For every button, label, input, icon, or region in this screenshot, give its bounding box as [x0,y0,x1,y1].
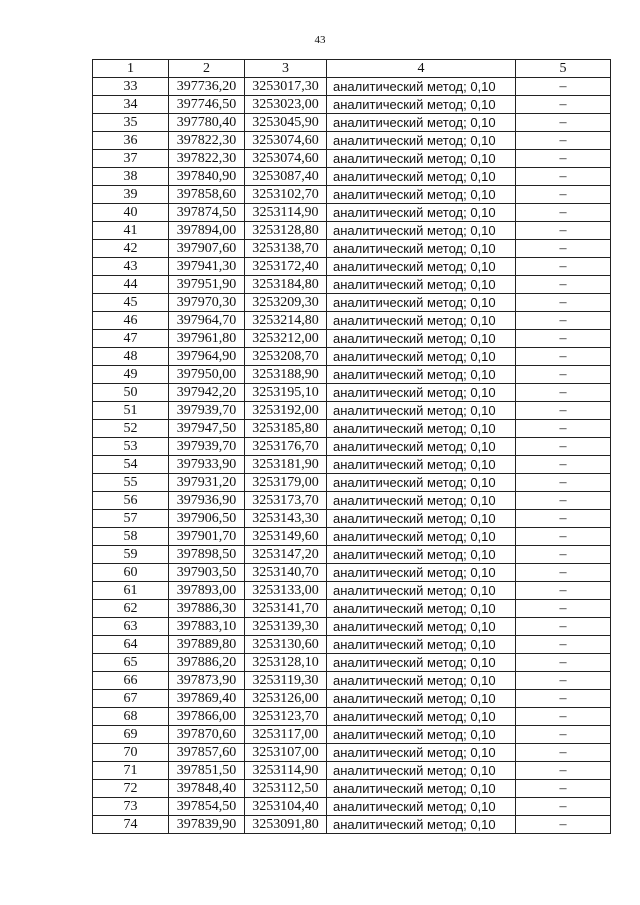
y-coordinate-cell: 3253130,60 [245,636,327,654]
description-cell: – [516,798,611,816]
method-accuracy-cell: аналитический метод; 0,10 [327,672,516,690]
point-number-cell: 63 [93,618,169,636]
description-cell: – [516,420,611,438]
y-coordinate-cell: 3253112,50 [245,780,327,798]
x-coordinate-cell: 397866,00 [169,708,245,726]
description-cell: – [516,78,611,96]
x-coordinate-cell: 397936,90 [169,492,245,510]
table-row [93,726,611,744]
coordinates-table [92,59,611,834]
method-accuracy-cell: аналитический метод; 0,10 [327,816,516,834]
method-accuracy-cell: аналитический метод; 0,10 [327,330,516,348]
description-cell: – [516,726,611,744]
x-coordinate-cell: 397964,90 [169,348,245,366]
x-coordinate-cell: 397964,70 [169,312,245,330]
method-accuracy-cell: аналитический метод; 0,10 [327,546,516,564]
description-cell: – [516,474,611,492]
description-cell: – [516,222,611,240]
method-accuracy-cell: аналитический метод; 0,10 [327,114,516,132]
method-accuracy-cell: аналитический метод; 0,10 [327,726,516,744]
description-cell: – [516,348,611,366]
description-cell: – [516,672,611,690]
x-coordinate-cell: 397886,30 [169,600,245,618]
point-number-cell: 58 [93,528,169,546]
description-cell: – [516,780,611,798]
description-cell: – [516,546,611,564]
point-number-cell: 70 [93,744,169,762]
x-coordinate-cell: 397874,50 [169,204,245,222]
y-coordinate-cell: 3253172,40 [245,258,327,276]
y-coordinate-cell: 3253126,00 [245,690,327,708]
y-coordinate-cell: 3253214,80 [245,312,327,330]
point-number-cell: 73 [93,798,169,816]
point-number-cell: 42 [93,240,169,258]
x-coordinate-cell: 397869,40 [169,690,245,708]
table-row [93,600,611,618]
method-accuracy-cell: аналитический метод; 0,10 [327,510,516,528]
method-accuracy-cell: аналитический метод; 0,10 [327,258,516,276]
point-number-cell: 53 [93,438,169,456]
x-coordinate-cell: 397746,50 [169,96,245,114]
point-number-cell: 50 [93,384,169,402]
y-coordinate-cell: 3253104,40 [245,798,327,816]
point-number-cell: 66 [93,672,169,690]
table-row [93,456,611,474]
table-row [93,654,611,672]
column-header-description: 5 [516,60,611,78]
table-row [93,132,611,150]
table-body [93,78,611,834]
table-row [93,708,611,726]
point-number-cell: 59 [93,546,169,564]
description-cell: – [516,762,611,780]
method-accuracy-cell: аналитический метод; 0,10 [327,744,516,762]
table-row [93,312,611,330]
y-coordinate-cell: 3253133,00 [245,582,327,600]
description-cell: – [516,708,611,726]
y-coordinate-cell: 3253188,90 [245,366,327,384]
point-number-cell: 34 [93,96,169,114]
table-row [93,240,611,258]
table-row [93,492,611,510]
y-coordinate-cell: 3253087,40 [245,168,327,186]
x-coordinate-cell: 397886,20 [169,654,245,672]
y-coordinate-cell: 3253209,30 [245,294,327,312]
description-cell: – [516,636,611,654]
y-coordinate-cell: 3253149,60 [245,528,327,546]
y-coordinate-cell: 3253195,10 [245,384,327,402]
table-row [93,546,611,564]
x-coordinate-cell: 397839,90 [169,816,245,834]
x-coordinate-cell: 397873,90 [169,672,245,690]
y-coordinate-cell: 3253192,00 [245,402,327,420]
point-number-cell: 37 [93,150,169,168]
description-cell: – [516,114,611,132]
x-coordinate-cell: 397870,60 [169,726,245,744]
description-cell: – [516,456,611,474]
table-row [93,150,611,168]
column-header-point-number: 1 [93,60,169,78]
table-row [93,438,611,456]
y-coordinate-cell: 3253179,00 [245,474,327,492]
method-accuracy-cell: аналитический метод; 0,10 [327,168,516,186]
x-coordinate-cell: 397903,50 [169,564,245,582]
description-cell: – [516,150,611,168]
y-coordinate-cell: 3253074,60 [245,132,327,150]
description-cell: – [516,528,611,546]
description-cell: – [516,168,611,186]
table-row [93,348,611,366]
y-coordinate-cell: 3253147,20 [245,546,327,564]
x-coordinate-cell: 397939,70 [169,402,245,420]
method-accuracy-cell: аналитический метод; 0,10 [327,492,516,510]
x-coordinate-cell: 397851,50 [169,762,245,780]
table-row [93,474,611,492]
x-coordinate-cell: 397858,60 [169,186,245,204]
table-row [93,384,611,402]
method-accuracy-cell: аналитический метод; 0,10 [327,78,516,96]
table-row [93,780,611,798]
column-header-x-coordinate: 2 [169,60,245,78]
y-coordinate-cell: 3253181,90 [245,456,327,474]
table-row [93,168,611,186]
table-row [93,78,611,96]
method-accuracy-cell: аналитический метод; 0,10 [327,96,516,114]
description-cell: – [516,510,611,528]
y-coordinate-cell: 3253143,30 [245,510,327,528]
table-row [93,636,611,654]
description-cell: – [516,654,611,672]
point-number-cell: 64 [93,636,169,654]
method-accuracy-cell: аналитический метод; 0,10 [327,528,516,546]
description-cell: – [516,438,611,456]
x-coordinate-cell: 397848,40 [169,780,245,798]
method-accuracy-cell: аналитический метод; 0,10 [327,780,516,798]
y-coordinate-cell: 3253074,60 [245,150,327,168]
y-coordinate-cell: 3253173,70 [245,492,327,510]
method-accuracy-cell: аналитический метод; 0,10 [327,654,516,672]
point-number-cell: 47 [93,330,169,348]
table-row [93,564,611,582]
method-accuracy-cell: аналитический метод; 0,10 [327,294,516,312]
description-cell: – [516,600,611,618]
method-accuracy-cell: аналитический метод; 0,10 [327,420,516,438]
y-coordinate-cell: 3253141,70 [245,600,327,618]
table-row [93,330,611,348]
point-number-cell: 62 [93,600,169,618]
method-accuracy-cell: аналитический метод; 0,10 [327,348,516,366]
y-coordinate-cell: 3253185,80 [245,420,327,438]
table-row [93,402,611,420]
point-number-cell: 55 [93,474,169,492]
table-row [93,420,611,438]
point-number-cell: 69 [93,726,169,744]
x-coordinate-cell: 397889,80 [169,636,245,654]
description-cell: – [516,744,611,762]
table-row [93,744,611,762]
y-coordinate-cell: 3253212,00 [245,330,327,348]
method-accuracy-cell: аналитический метод; 0,10 [327,384,516,402]
x-coordinate-cell: 397950,00 [169,366,245,384]
method-accuracy-cell: аналитический метод; 0,10 [327,402,516,420]
y-coordinate-cell: 3253128,80 [245,222,327,240]
table-row [93,96,611,114]
method-accuracy-cell: аналитический метод; 0,10 [327,312,516,330]
y-coordinate-cell: 3253091,80 [245,816,327,834]
point-number-cell: 74 [93,816,169,834]
point-number-cell: 51 [93,402,169,420]
table-row [93,762,611,780]
point-number-cell: 54 [93,456,169,474]
x-coordinate-cell: 397893,00 [169,582,245,600]
point-number-cell: 57 [93,510,169,528]
table-row [93,618,611,636]
point-number-cell: 33 [93,78,169,96]
point-number-cell: 71 [93,762,169,780]
description-cell: – [516,294,611,312]
point-number-cell: 56 [93,492,169,510]
x-coordinate-cell: 397933,90 [169,456,245,474]
description-cell: – [516,186,611,204]
x-coordinate-cell: 397942,20 [169,384,245,402]
description-cell: – [516,366,611,384]
x-coordinate-cell: 397822,30 [169,150,245,168]
table-row [93,294,611,312]
point-number-cell: 49 [93,366,169,384]
y-coordinate-cell: 3253176,70 [245,438,327,456]
table-row [93,186,611,204]
x-coordinate-cell: 397970,30 [169,294,245,312]
point-number-cell: 65 [93,654,169,672]
x-coordinate-cell: 397736,20 [169,78,245,96]
y-coordinate-cell: 3253119,30 [245,672,327,690]
y-coordinate-cell: 3253023,00 [245,96,327,114]
table-row [93,258,611,276]
method-accuracy-cell: аналитический метод; 0,10 [327,618,516,636]
table-header-row [93,60,611,78]
description-cell: – [516,132,611,150]
y-coordinate-cell: 3253017,30 [245,78,327,96]
description-cell: – [516,240,611,258]
table-row [93,510,611,528]
method-accuracy-cell: аналитический метод; 0,10 [327,474,516,492]
table-row [93,528,611,546]
x-coordinate-cell: 397941,30 [169,258,245,276]
y-coordinate-cell: 3253184,80 [245,276,327,294]
point-number-cell: 41 [93,222,169,240]
column-header-method-accuracy: 4 [327,60,516,78]
x-coordinate-cell: 397840,90 [169,168,245,186]
table-row [93,690,611,708]
table-row [93,798,611,816]
x-coordinate-cell: 397907,60 [169,240,245,258]
description-cell: – [516,258,611,276]
method-accuracy-cell: аналитический метод; 0,10 [327,690,516,708]
x-coordinate-cell: 397961,80 [169,330,245,348]
table-row [93,222,611,240]
method-accuracy-cell: аналитический метод; 0,10 [327,276,516,294]
description-cell: – [516,618,611,636]
x-coordinate-cell: 397898,50 [169,546,245,564]
point-number-cell: 39 [93,186,169,204]
x-coordinate-cell: 397883,10 [169,618,245,636]
y-coordinate-cell: 3253123,70 [245,708,327,726]
x-coordinate-cell: 397854,50 [169,798,245,816]
x-coordinate-cell: 397894,00 [169,222,245,240]
x-coordinate-cell: 397939,70 [169,438,245,456]
method-accuracy-cell: аналитический метод; 0,10 [327,240,516,258]
point-number-cell: 36 [93,132,169,150]
x-coordinate-cell: 397822,30 [169,132,245,150]
point-number-cell: 45 [93,294,169,312]
method-accuracy-cell: аналитический метод; 0,10 [327,150,516,168]
point-number-cell: 46 [93,312,169,330]
description-cell: – [516,312,611,330]
x-coordinate-cell: 397780,40 [169,114,245,132]
point-number-cell: 61 [93,582,169,600]
method-accuracy-cell: аналитический метод; 0,10 [327,366,516,384]
description-cell: – [516,96,611,114]
method-accuracy-cell: аналитический метод; 0,10 [327,582,516,600]
table-row [93,276,611,294]
point-number-cell: 68 [93,708,169,726]
point-number-cell: 40 [93,204,169,222]
method-accuracy-cell: аналитический метод; 0,10 [327,132,516,150]
description-cell: – [516,690,611,708]
table-row [93,672,611,690]
table-row [93,816,611,834]
point-number-cell: 38 [93,168,169,186]
page-number: 43 [314,34,326,46]
description-cell: – [516,816,611,834]
description-cell: – [516,582,611,600]
y-coordinate-cell: 3253117,00 [245,726,327,744]
description-cell: – [516,276,611,294]
point-number-cell: 72 [93,780,169,798]
point-number-cell: 48 [93,348,169,366]
table-row [93,114,611,132]
description-cell: – [516,330,611,348]
description-cell: – [516,564,611,582]
y-coordinate-cell: 3253102,70 [245,186,327,204]
x-coordinate-cell: 397951,90 [169,276,245,294]
method-accuracy-cell: аналитический метод; 0,10 [327,708,516,726]
table-row [93,204,611,222]
y-coordinate-cell: 3253139,30 [245,618,327,636]
x-coordinate-cell: 397947,50 [169,420,245,438]
column-header-y-coordinate: 3 [245,60,327,78]
description-cell: – [516,492,611,510]
table-row [93,582,611,600]
y-coordinate-cell: 3253114,90 [245,204,327,222]
description-cell: – [516,204,611,222]
method-accuracy-cell: аналитический метод; 0,10 [327,186,516,204]
method-accuracy-cell: аналитический метод; 0,10 [327,204,516,222]
y-coordinate-cell: 3253045,90 [245,114,327,132]
point-number-cell: 67 [93,690,169,708]
method-accuracy-cell: аналитический метод; 0,10 [327,456,516,474]
point-number-cell: 44 [93,276,169,294]
y-coordinate-cell: 3253107,00 [245,744,327,762]
x-coordinate-cell: 397857,60 [169,744,245,762]
method-accuracy-cell: аналитический метод; 0,10 [327,762,516,780]
x-coordinate-cell: 397906,50 [169,510,245,528]
point-number-cell: 52 [93,420,169,438]
point-number-cell: 35 [93,114,169,132]
method-accuracy-cell: аналитический метод; 0,10 [327,564,516,582]
table-row [93,366,611,384]
y-coordinate-cell: 3253208,70 [245,348,327,366]
x-coordinate-cell: 397901,70 [169,528,245,546]
method-accuracy-cell: аналитический метод; 0,10 [327,798,516,816]
y-coordinate-cell: 3253114,90 [245,762,327,780]
method-accuracy-cell: аналитический метод; 0,10 [327,438,516,456]
point-number-cell: 60 [93,564,169,582]
y-coordinate-cell: 3253140,70 [245,564,327,582]
method-accuracy-cell: аналитический метод; 0,10 [327,600,516,618]
y-coordinate-cell: 3253128,10 [245,654,327,672]
y-coordinate-cell: 3253138,70 [245,240,327,258]
description-cell: – [516,384,611,402]
x-coordinate-cell: 397931,20 [169,474,245,492]
method-accuracy-cell: аналитический метод; 0,10 [327,222,516,240]
description-cell: – [516,402,611,420]
method-accuracy-cell: аналитический метод; 0,10 [327,636,516,654]
point-number-cell: 43 [93,258,169,276]
